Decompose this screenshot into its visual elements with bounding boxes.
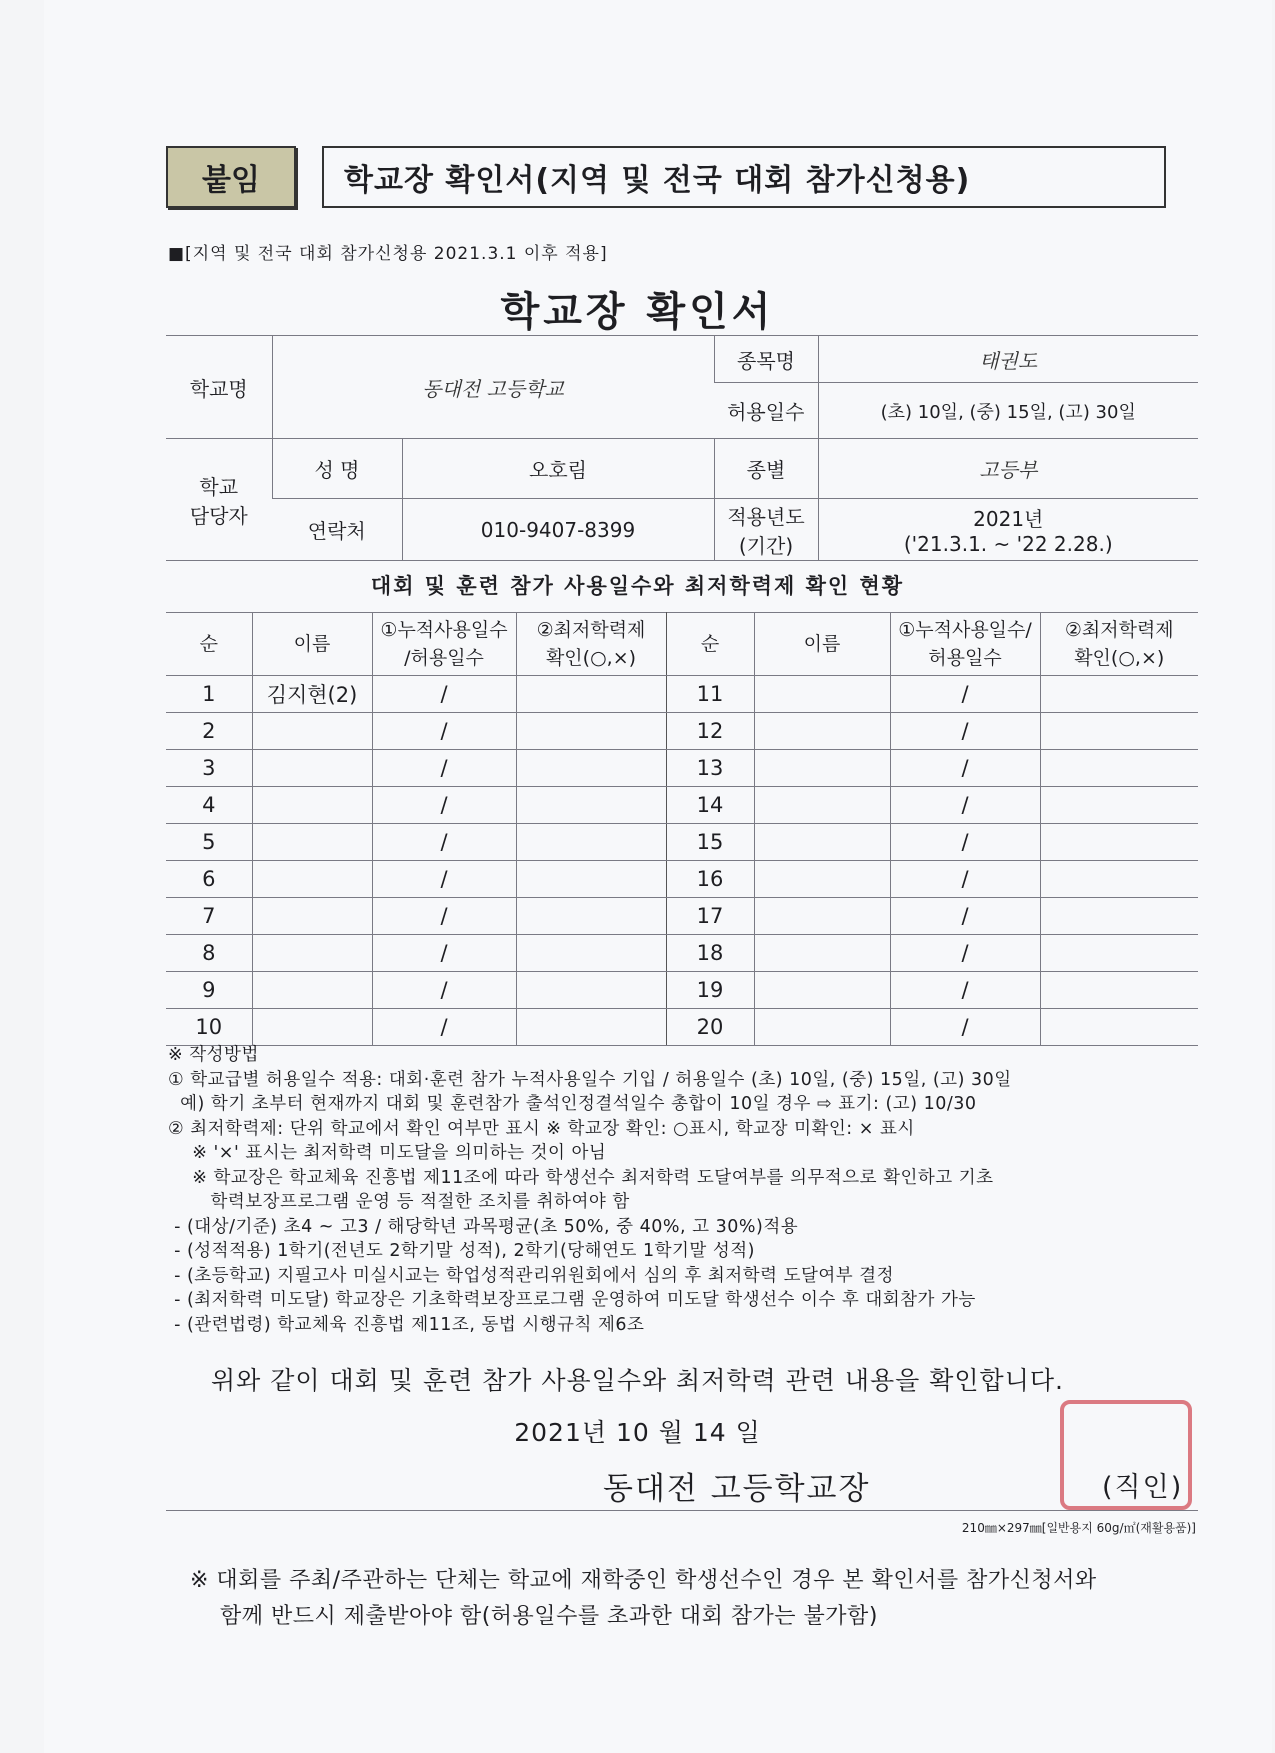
- academic-check: [1040, 898, 1198, 935]
- row-number: 19: [666, 972, 754, 1009]
- col-academic: ②최저학력제 확인(○,×): [516, 613, 666, 676]
- manager-label: 학교 담당자: [166, 439, 272, 561]
- academic-check: [516, 898, 666, 935]
- table-row: [166, 824, 1198, 861]
- academic-check: [1040, 861, 1198, 898]
- student-name: [252, 1009, 372, 1046]
- student-name: 김지현(2): [252, 676, 372, 713]
- issue-date: 2021년 10 월 14 일: [514, 1418, 761, 1447]
- days-used: /: [890, 898, 1040, 935]
- row-number: 8: [166, 935, 252, 972]
- academic-check: [1040, 750, 1198, 787]
- info-table: [166, 335, 1198, 561]
- row-number: 20: [666, 1009, 754, 1046]
- academic-check: [516, 824, 666, 861]
- row-number: 15: [666, 824, 754, 861]
- table-row: [166, 972, 1198, 1009]
- row-number: 1: [166, 676, 252, 713]
- days-used: /: [890, 824, 1040, 861]
- category-value: 고등부: [818, 439, 1198, 499]
- days-used: /: [890, 676, 1040, 713]
- days-used: /: [890, 935, 1040, 972]
- academic-check: [516, 713, 666, 750]
- table-row: [166, 898, 1198, 935]
- days-used: /: [372, 676, 516, 713]
- footer-note: [190, 1563, 1097, 1635]
- days-used: /: [890, 861, 1040, 898]
- confirmation-statement: 위와 같이 대회 및 훈련 참가 사용일수와 최저학력 관련 내용을 확인합니다.: [211, 1366, 1064, 1395]
- days-used: /: [890, 750, 1040, 787]
- col-name-right: 이름: [754, 613, 890, 676]
- instruction-line: - (성적적용) 1학기(전년도 2학기말 성적), 2학기(당해연도 1학기말 성적): [168, 1241, 756, 1261]
- academic-check: [1040, 824, 1198, 861]
- instruction-line: - (초등학교) 지필고사 미실시교는 학업성적관리위원회에서 심의 후 최저학력 도달여부 결정: [168, 1265, 895, 1286]
- col-academic-right: ②최저학력제 확인(○,×): [1040, 613, 1198, 676]
- allowed-days-label: 허용일수: [714, 383, 818, 439]
- category-label: 종별: [714, 439, 818, 499]
- academic-check: [516, 935, 666, 972]
- academic-check: [1040, 972, 1198, 1009]
- section-title: 대회 및 훈련 참가 사용일수와 최저학력제 확인 현황: [370, 574, 905, 598]
- row-number: 4: [166, 787, 252, 824]
- academic-check: [1040, 676, 1198, 713]
- student-name: [252, 935, 372, 972]
- academic-check: [516, 861, 666, 898]
- table-row: [166, 1009, 1198, 1046]
- row-number: 3: [166, 750, 252, 787]
- table-row: [166, 750, 1198, 787]
- year-label: 적용년도 (기간): [714, 499, 818, 561]
- days-used: /: [372, 935, 516, 972]
- col-no-right: 순: [666, 613, 754, 676]
- instruction-line: 예) 학기 초부터 현재까지 대회 및 훈련참가 출석인정결석일수 총합이 10일 경우 ⇨ 표기: (고) 10/30: [168, 1094, 977, 1114]
- table-row: [166, 787, 1198, 824]
- row-number: 16: [666, 861, 754, 898]
- contact-label: 연락처: [272, 499, 402, 561]
- instruction-line: ① 학교급별 허용일수 적용: 대회·훈련 참가 누적사용일수 기입 / 허용일수 (초) 10일, (중) 15일, (고) 30일: [168, 1069, 1012, 1090]
- event-label: 종목명: [714, 336, 818, 383]
- event-name: 태권도: [818, 336, 1198, 383]
- table-row: [166, 713, 1198, 750]
- academic-check: [516, 750, 666, 787]
- year-value: 2021년 ('21.3.1. ~ '22 2.28.): [818, 499, 1198, 561]
- student-name: [754, 861, 890, 898]
- row-number: 18: [666, 935, 754, 972]
- row-number: 9: [166, 972, 252, 1009]
- days-used: /: [372, 787, 516, 824]
- col-no: 순: [166, 613, 252, 676]
- instruction-line: ② 최저학력제: 단위 학교에서 확인 여부만 표시 ※ 학교장 확인: ○표시, 학교장 미확인: × 표시: [168, 1118, 915, 1139]
- instruction-line: 학력보장프로그램 운영 등 적절한 조치를 취하여야 함: [168, 1192, 630, 1212]
- days-used: /: [372, 972, 516, 1009]
- row-number: 7: [166, 898, 252, 935]
- contact-value: 010-9407-8399: [402, 499, 714, 561]
- row-number: 10: [166, 1009, 252, 1046]
- row-number: 13: [666, 750, 754, 787]
- footer-line: 함께 반드시 제출받아야 함(허용일수를 초과한 대회 참가는 불가함): [190, 1604, 878, 1629]
- footer-line: ※ 대회를 주최/주관하는 단체는 학교에 재학중인 학생선수인 경우 본 확인서를 참가신청서와: [190, 1568, 1097, 1593]
- days-used: /: [372, 1009, 516, 1046]
- row-number: 17: [666, 898, 754, 935]
- student-name: [754, 676, 890, 713]
- academic-check: [1040, 1009, 1198, 1046]
- row-number: 12: [666, 713, 754, 750]
- seal-label: (직인): [1102, 1472, 1184, 1503]
- academic-check: [516, 972, 666, 1009]
- student-name: [252, 713, 372, 750]
- table-row: [166, 935, 1198, 972]
- row-number: 5: [166, 824, 252, 861]
- table-row: [166, 676, 1198, 713]
- school-label: 학교명: [166, 336, 272, 439]
- student-name: [252, 861, 372, 898]
- student-name: [754, 972, 890, 1009]
- student-name: [754, 787, 890, 824]
- days-used: /: [372, 898, 516, 935]
- student-name: [252, 824, 372, 861]
- days-used: /: [372, 750, 516, 787]
- allowed-days-value: (초) 10일, (중) 15일, (고) 30일: [818, 383, 1198, 439]
- academic-check: [516, 1009, 666, 1046]
- student-name: [754, 898, 890, 935]
- school-name: 동대전 고등학교: [272, 336, 714, 439]
- document-title: 학교장 확인서: [500, 289, 775, 335]
- instruction-line: ※ '×' 표시는 최저학력 미도달을 의미하는 것이 아님: [168, 1143, 607, 1163]
- student-name: [252, 787, 372, 824]
- days-used: /: [372, 824, 516, 861]
- academic-check: [1040, 787, 1198, 824]
- student-name: [252, 972, 372, 1009]
- days-used: /: [890, 972, 1040, 1009]
- academic-check: [1040, 713, 1198, 750]
- table-row: [166, 861, 1198, 898]
- student-name: [754, 824, 890, 861]
- days-used: /: [372, 713, 516, 750]
- student-name: [754, 1009, 890, 1046]
- days-used: /: [890, 713, 1040, 750]
- principal-title: 동대전 고등학교장: [603, 1471, 871, 1507]
- student-name: [252, 750, 372, 787]
- academic-check: [1040, 935, 1198, 972]
- applicability-note: ■[지역 및 전국 대회 참가신청용 2021.3.1 이후 적용]: [168, 244, 608, 264]
- instruction-line: - (관련법령) 학교체육 진흥법 제11조, 동법 시행규칙 제6조: [168, 1314, 645, 1335]
- instruction-line: ※ 학교장은 학교체육 진흥법 제11조에 따라 학생선수 최저학력 도달여부를 의무적으로 확인하고 기초: [168, 1167, 994, 1188]
- roster-table: [166, 612, 1198, 1046]
- paper-spec: 210㎜×297㎜[일반용지 60g/㎡(재활용품)]: [961, 1521, 1196, 1535]
- header-title: 학교장 확인서(지역 및 전국 대회 참가신청용): [322, 146, 1166, 208]
- academic-check: [516, 676, 666, 713]
- row-number: 6: [166, 861, 252, 898]
- bottom-divider: [166, 1510, 1198, 1511]
- days-used: /: [890, 787, 1040, 824]
- row-number: 2: [166, 713, 252, 750]
- row-number: 11: [666, 676, 754, 713]
- days-used: /: [890, 1009, 1040, 1046]
- row-number: 14: [666, 787, 754, 824]
- name-label: 성 명: [272, 439, 402, 499]
- attachment-label: 붙임: [166, 146, 296, 208]
- instruction-line: - (대상/기준) 초4 ~ 고3 / 해당학년 과목평균(초 50%, 중 40%, 고 30%)적용: [168, 1216, 799, 1237]
- academic-check: [516, 787, 666, 824]
- instruction-line: ※ 작성방법: [168, 1045, 259, 1065]
- col-days: ①누적사용일수 /허용일수: [372, 613, 516, 676]
- days-used: /: [372, 861, 516, 898]
- student-name: [754, 750, 890, 787]
- col-days-right: ①누적사용일수/ 허용일수: [890, 613, 1040, 676]
- col-name: 이름: [252, 613, 372, 676]
- writing-instructions: [168, 1043, 1208, 1337]
- student-name: [754, 713, 890, 750]
- manager-name: 오호림: [402, 439, 714, 499]
- student-name: [252, 898, 372, 935]
- student-name: [754, 935, 890, 972]
- instruction-line: - (최저학력 미도달) 학교장은 기초학력보장프로그램 운영하여 미도달 학생선수 이수 후 대회참가 가능: [168, 1290, 976, 1310]
